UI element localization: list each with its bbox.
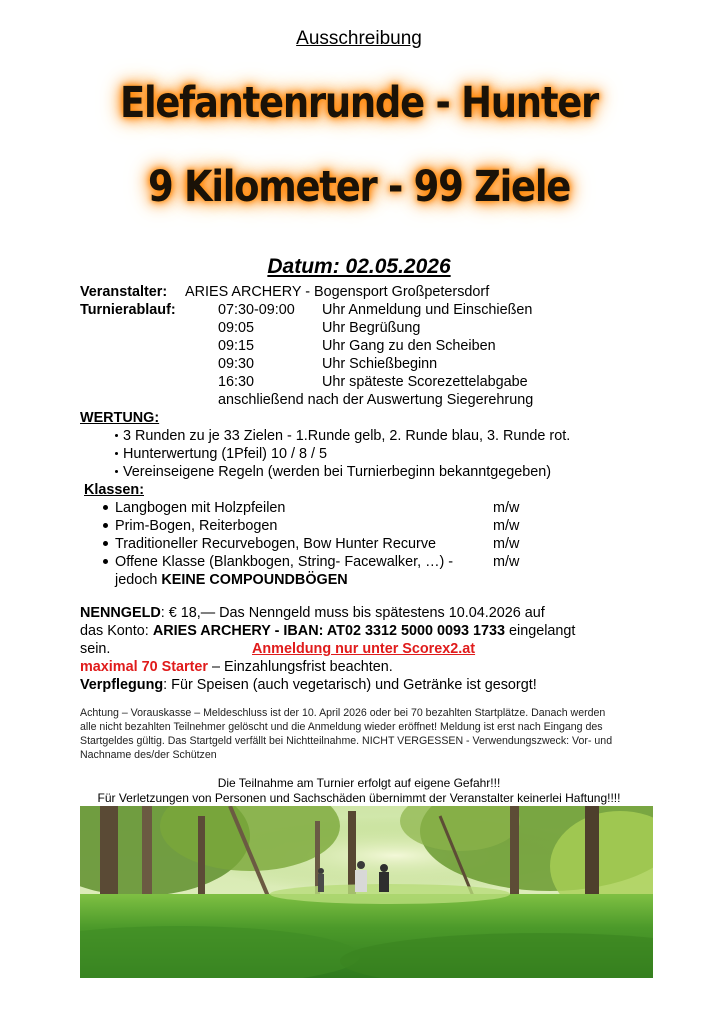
catering-line: Verpflegung: Für Speisen (auch vegetarisch) und Getränke ist gesorgt! [80, 677, 537, 693]
class-gender: m/w [493, 500, 520, 516]
schedule-time: 07:30-09:00 [218, 302, 295, 318]
disclaimer-risk: Die Teilnahme am Turnier erfolgt auf eigene Gefahr!!! [217, 776, 501, 790]
scoring-item: Hunterwertung (1Pfeil) 10 / 8 / 5 [115, 445, 327, 463]
bullet-icon [103, 559, 108, 564]
document-header: Ausschreibung [296, 28, 422, 49]
schedule-desc: Uhr späteste Scorezettelabgabe [322, 374, 528, 390]
schedule-desc: Uhr Gang zu den Scheiben [322, 338, 496, 354]
class-gender: m/w [493, 554, 520, 570]
schedule-after: anschließend nach der Auswertung Siegerehrung [218, 392, 534, 408]
organizer-value: ARIES ARCHERY - Bogensport Großpetersdorf [185, 284, 490, 300]
forest-image [80, 806, 653, 978]
class-item: Prim-Bogen, Reiterbogen [103, 517, 277, 535]
class-item: Offene Klasse (Blankbogen, String- Facewalker, …) - [103, 553, 453, 571]
schedule-time: 09:15 [218, 338, 255, 354]
iban: ARIES ARCHERY - IBAN: AT02 3312 5000 0093 1733 [152, 623, 506, 639]
schedule-desc: Uhr Schießbeginn [322, 356, 438, 372]
max-starters-line: maximal 70 Starter – Einzahlungsfrist beachten. [80, 659, 393, 675]
forest-photo [80, 806, 653, 978]
max-starters: maximal 70 Starter [80, 659, 208, 675]
event-title: Elefantenrunde - Hunter [120, 78, 598, 128]
event-subtitle: 9 Kilometer - 99 Ziele [147, 162, 571, 212]
class-item: Langbogen mit Holzpfeilen [103, 499, 285, 517]
catering-label: Verpflegung [80, 677, 164, 693]
bullet-icon [103, 505, 108, 510]
bullet-icon [103, 523, 108, 528]
classes-heading: Klassen: [84, 482, 144, 498]
class-gender: m/w [493, 536, 520, 552]
fee-label: NENNGELD [80, 605, 161, 621]
event-date: Datum: 02.05.2026 [267, 255, 451, 278]
fee-line: NENNGELD: € 18,— Das Nenngeld muss bis spätestens 10.04.2026 auf [80, 605, 545, 621]
class-gender: m/w [493, 518, 520, 534]
schedule-label: Turnierablauf: [80, 302, 176, 318]
schedule-time: 16:30 [218, 374, 255, 390]
schedule-desc: Uhr Anmeldung und Einschießen [322, 302, 533, 318]
bullet-icon [115, 452, 118, 455]
bullet-icon [115, 470, 118, 473]
bullet-icon [103, 541, 108, 546]
classes-note: jedoch KEINE COMPOUNDBÖGEN [115, 572, 348, 588]
organizer-row [80, 283, 167, 301]
scoring-heading: WERTUNG: [80, 410, 160, 426]
notice-line: alle nicht bezahlten Teilnehmer gelöscht und die Anmeldung wieder eröffnet! Meldung ist erst nach Eingang des [80, 721, 603, 733]
notice-line: Startgeldes gültig. Das Startgeld verfällt bei Nichtteilnahme. NICHT VERGESSEN - Verwendungszweck: Vor- und [80, 735, 613, 747]
fee-end: sein. [80, 641, 111, 657]
schedule-desc: Uhr Begrüßung [322, 320, 421, 336]
schedule-time: 09:30 [218, 356, 255, 372]
class-item: Traditioneller Recurvebogen, Bow Hunter Recurve [103, 535, 436, 553]
scoring-item: 3 Runden zu je 33 Zielen - 1.Runde gelb, 2. Runde blau, 3. Runde rot. [115, 427, 570, 445]
registration-link[interactable]: Anmeldung nur unter Scorex2.at [252, 641, 476, 657]
notice-line: Nachname des/der Schützen [80, 749, 217, 761]
scoring-item: Vereinseigene Regeln (werden bei Turnierbeginn bekanntgegeben) [115, 463, 551, 481]
disclaimer-liability: Für Verletzungen von Personen und Sachschäden übernimmt der Veranstalter keinerlei Haftung!!!! [97, 791, 621, 805]
bullet-icon [115, 434, 118, 437]
organizer-label: Veranstalter: [80, 284, 168, 300]
notice-line: Achtung – Vorauskasse – Meldeschluss ist der 10. April 2026 oder bei 70 bezahlten Startplätze. Danach werden [80, 707, 606, 719]
bank-line: das Konto: ARIES ARCHERY - IBAN: AT02 3312 5000 0093 1733 eingelangt [80, 623, 576, 639]
schedule-time: 09:05 [218, 320, 255, 336]
